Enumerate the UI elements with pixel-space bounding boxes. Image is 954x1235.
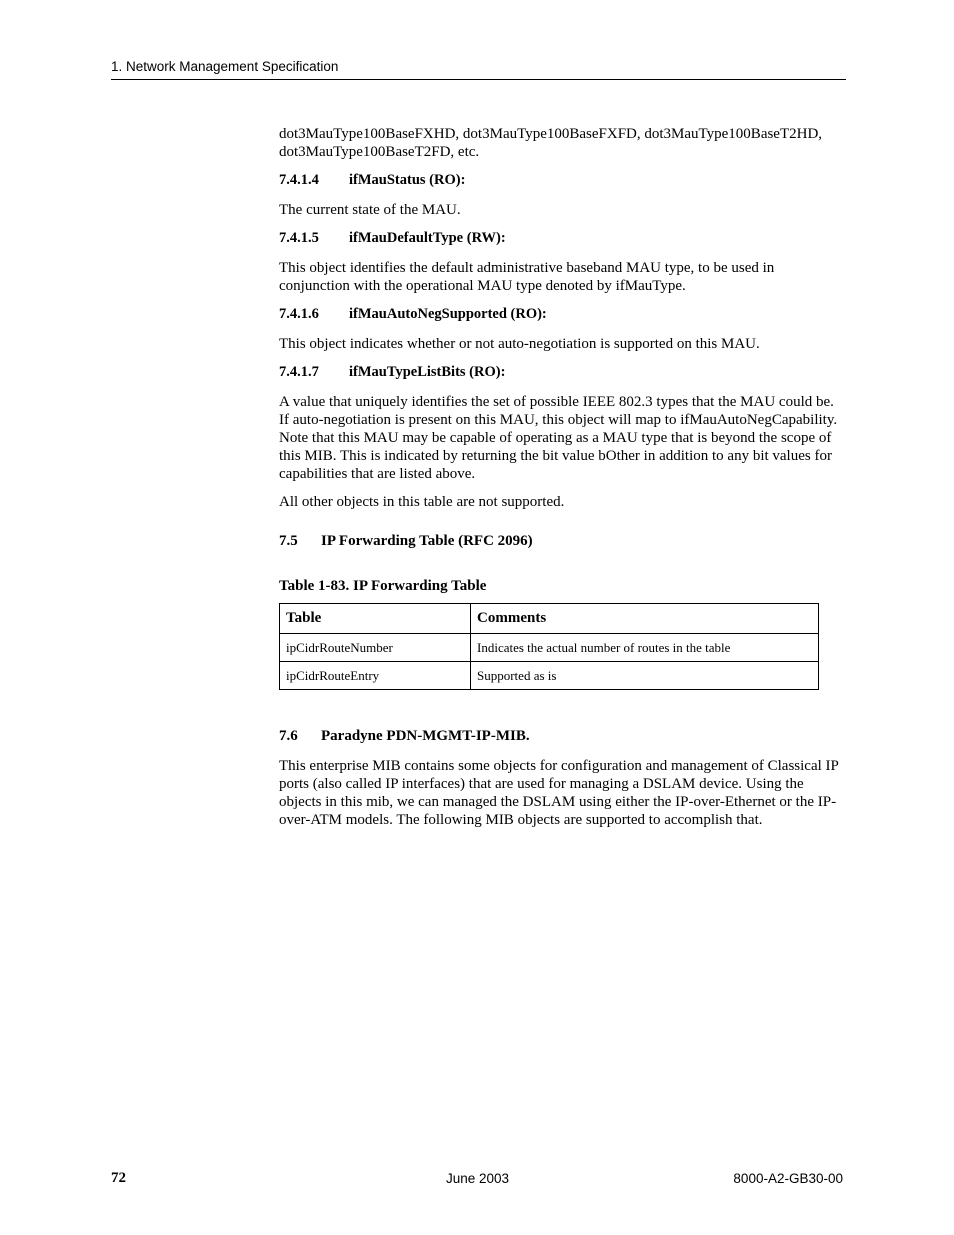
subsection-body: A value that uniquely identifies the set of possible IEEE 802.3 types that the MAU could be. If auto-negotiation is present on this MAU, this object will map to ifMauAutoNegCapability. Note that this MAU may be capable of operating as a MAU type that is beyond the scope of this MIB. This is indicated by returning the bit value bOther in addition to any bit values for capabilities that are listed above. [279,394,838,482]
running-header: 1. Network Management Specification [111,59,339,74]
subsection-body: This object identifies the default administrative baseband MAU type, to be used in conjunction with the operational MAU type denoted by ifMauType. [279,260,775,294]
subsection-title: ifMauTypeListBits (RO): [349,364,506,380]
subsection-number: 7.4.1.6 [279,306,319,322]
ip-forwarding-table [279,603,819,690]
section-body: This enterprise MIB contains some objects for configuration and management of Classical IP ports (also called IP interfaces) that are used for managing a DSLAM device. Using the objects in this mib, we can managed the DSLAM using either the IP-over-Ethernet or the IP-over-ATM models. The following MIB objects are supported to accomplish that. [279,758,839,828]
subsection-title: ifMauAutoNegSupported (RO): [349,306,547,322]
subsection-title: ifMauStatus (RO): [349,172,466,188]
closing-note: All other objects in this table are not supported. [279,494,565,510]
table-row [280,634,819,662]
section-number: 7.6 [279,728,298,744]
subsection-heading [279,171,845,189]
table-header-cell: Comments [471,604,819,634]
table-cell: ipCidrRouteNumber [280,634,471,662]
subsection-body: This object indicates whether or not auto-negotiation is supported on this MAU. [279,336,760,352]
table-cell: Indicates the actual number of routes in the table [471,634,819,662]
subsection-title: ifMauDefaultType (RW): [349,230,506,246]
section-heading [279,532,845,550]
subsection-heading [279,229,845,247]
section-title: IP Forwarding Table (RFC 2096) [321,533,533,549]
page-content [279,125,845,829]
subsection-number: 7.4.1.4 [279,172,319,188]
continuation-paragraph: dot3MauType100BaseFXHD, dot3MauType100BaseFXFD, dot3MauType100BaseT2HD, dot3MauType100BaseT2FD, etc. [279,126,823,160]
table-row [280,662,819,690]
section-number: 7.5 [279,533,298,549]
footer-date: June 2003 [446,1171,510,1186]
section-heading [279,727,845,745]
section-title: Paradyne PDN-MGMT-IP-MIB. [321,728,530,744]
table-header-row [280,604,819,634]
subsection-body: The current state of the MAU. [279,202,461,218]
footer-doc-id: 8000-A2-GB30-00 [733,1171,843,1186]
subsection-number: 7.4.1.7 [279,364,319,380]
subsection-heading [279,363,845,381]
subsection-heading [279,305,845,323]
table-cell: ipCidrRouteEntry [280,662,471,690]
header-rule [111,79,846,80]
table-header-cell: Table [280,604,471,634]
table-caption: Table 1-83. IP Forwarding Table [279,578,487,594]
subsection-number: 7.4.1.5 [279,230,319,246]
page-number: 72 [111,1170,126,1186]
table-cell: Supported as is [471,662,819,690]
